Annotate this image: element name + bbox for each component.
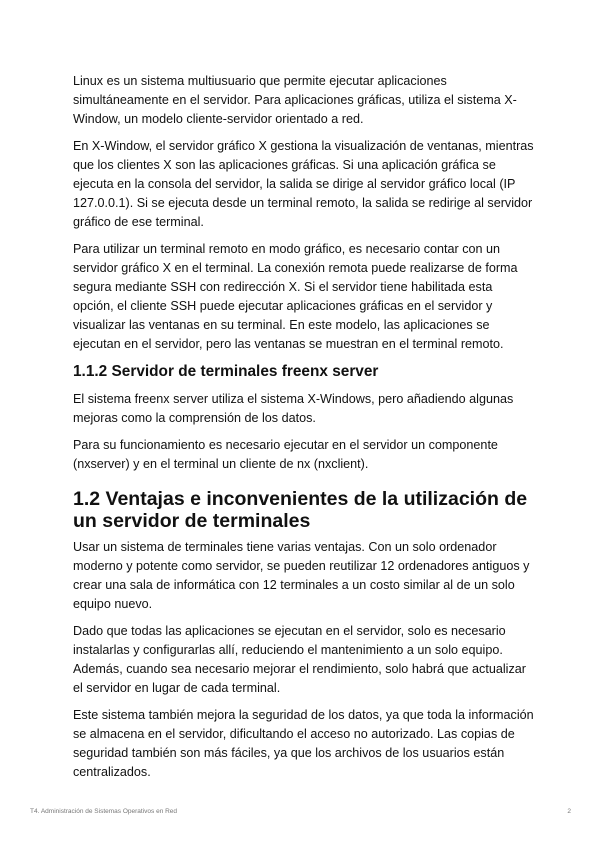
paragraph: Para su funcionamiento es necesario ejecutar en el servidor un componente (nxserver) y en el terminal un cliente de nx (nxclient).	[73, 438, 498, 471]
section-heading-1-2: 1.2 Ventajas e inconvenientes de la utilización de un servidor de terminales	[73, 488, 528, 532]
paragraph: En X-Window, el servidor gráfico X gestiona la visualización de ventanas, mientras que los clientes X son las aplicaciones gráficas. Si una aplicación gráfica se ejecuta en la consola del servidor, la salida se dirige al servidor gráfico local (IP 127.0.0.1). Si se ejecuta desde un terminal remoto, la salida se redirige al servidor gráfico de ese terminal.	[73, 139, 534, 229]
paragraph: Usar un sistema de terminales tiene varias ventajas. Con un solo ordenador moderno y potente como servidor, se pueden reutilizar 12 ordenadores antiguos y crear una sala de informática con 12 terminales a un costo similar al de un solo equipo nuevo.	[73, 540, 530, 611]
page-number: 2	[567, 808, 571, 815]
paragraph: El sistema freenx server utiliza el sistema X-Windows, pero añadiendo algunas mejoras como la comprensión de los datos.	[73, 392, 514, 425]
section-heading-1-1-2: 1.1.2 Servidor de terminales freenx server	[73, 363, 379, 380]
paragraph: Linux es un sistema multiusuario que permite ejecutar aplicaciones simultáneamente en el servidor. Para aplicaciones gráficas, utiliza el sistema X-Window, un modelo cliente-servidor orientado a red.	[73, 74, 517, 126]
paragraph: Este sistema también mejora la seguridad de los datos, ya que toda la información se almacena en el servidor, dificultando el acceso no autorizado. Las copias de seguridad también son más fáciles, ya que los archivos de los usuarios están centralizados.	[73, 708, 534, 779]
paragraph: Dado que todas las aplicaciones se ejecutan en el servidor, solo es necesario instalarlas y configurarlas allí, reduciendo el mantenimiento a un solo equipo. Además, cuando sea necesario mejorar el rendimiento, solo habrá que actualizar el servidor en lugar de cada terminal.	[73, 624, 526, 695]
footer-title: T4. Administración de Sistemas Operativos en Red	[30, 808, 178, 815]
page-content	[73, 72, 535, 790]
paragraph: Para utilizar un terminal remoto en modo gráfico, es necesario contar con un servidor gráfico X en el terminal. La conexión remota puede realizarse de forma segura mediante SSH con redirección X. Si el servidor tiene habilitada esta opción, el cliente SSH puede ejecutar aplicaciones gráficas en el servidor y visualizar las ventanas en su terminal. En este modelo, las aplicaciones se ejecutan en el servidor, pero las ventanas se muestran en el terminal remoto.	[73, 242, 518, 351]
